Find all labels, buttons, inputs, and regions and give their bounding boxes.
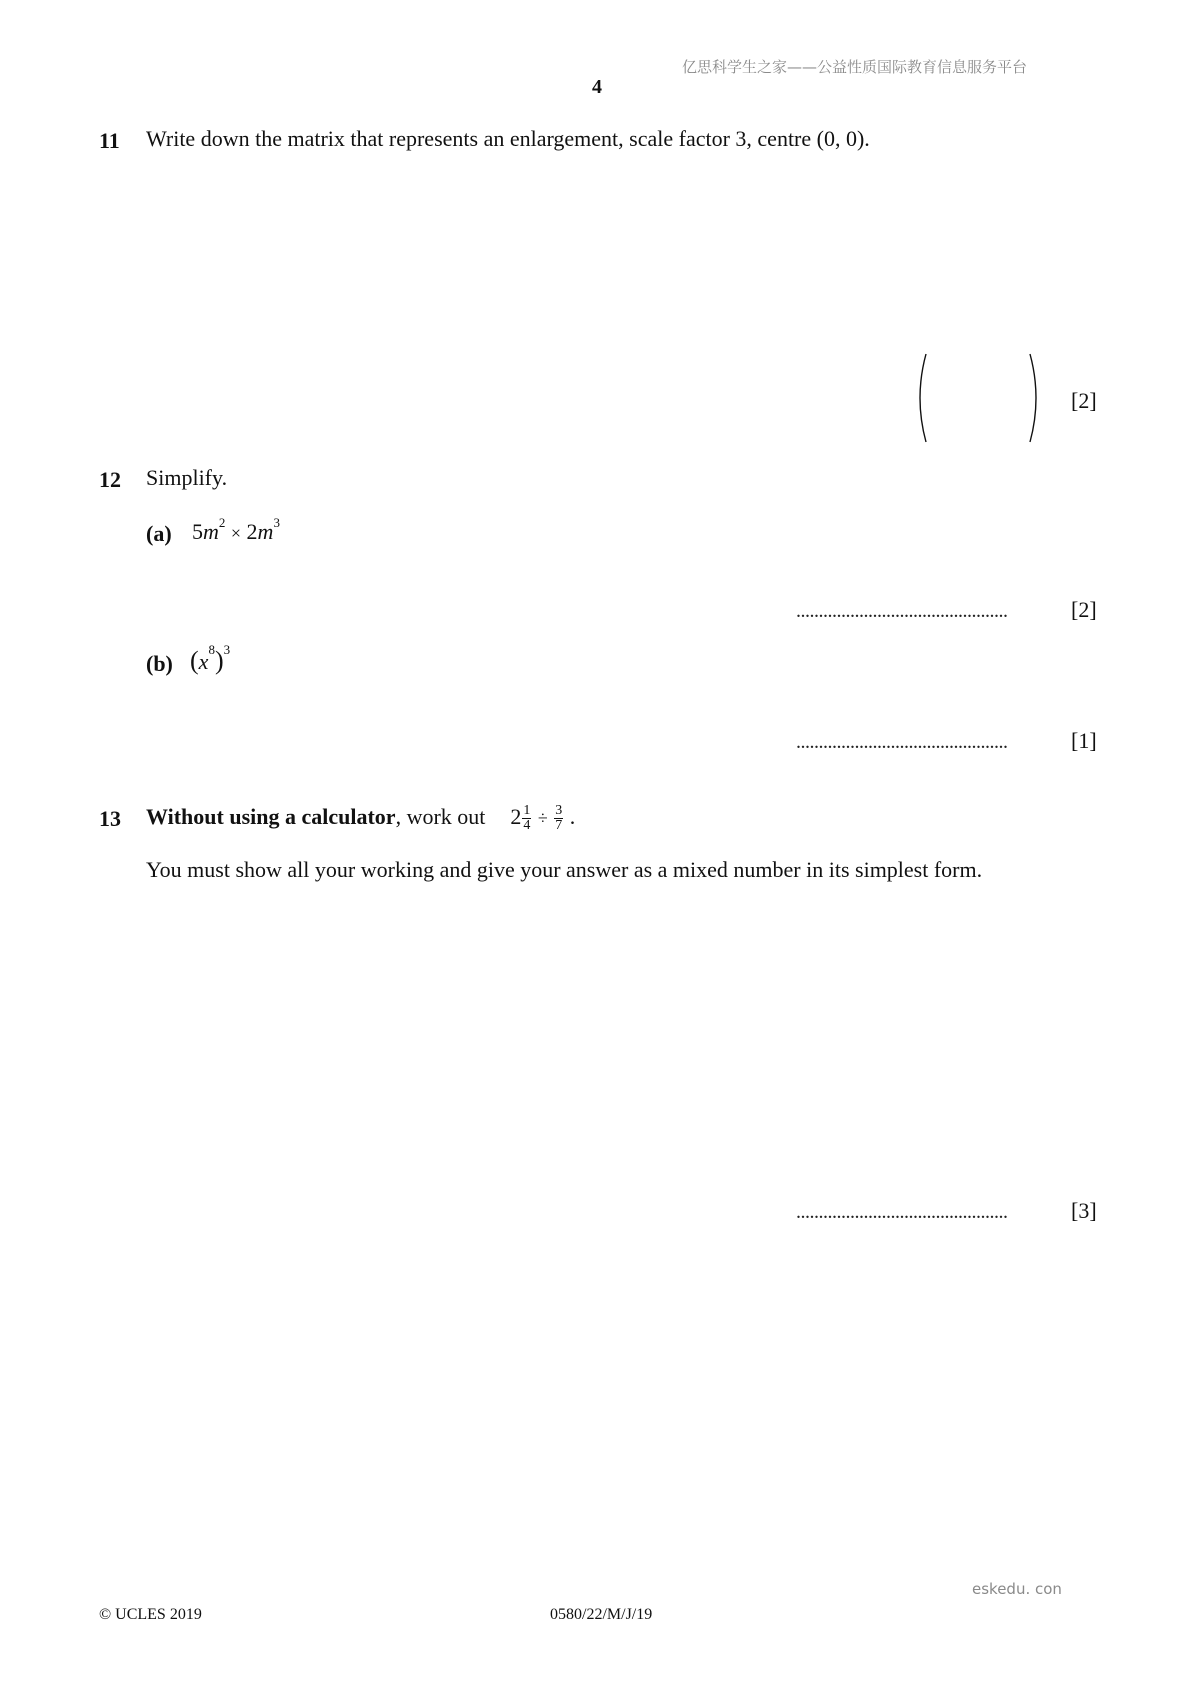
question-12b-marks: [1] [1071, 728, 1097, 753]
fraction-2-numerator: 3 [555, 803, 563, 819]
watermark-bottom: eskedu. con [972, 1580, 1062, 1598]
fraction-1 [522, 804, 531, 833]
question-11-marks: [2] [1071, 388, 1097, 413]
question-12a-expression [192, 515, 280, 544]
divide-operator: ÷ [537, 808, 548, 828]
left-bracket [920, 354, 926, 442]
question-11-number: 11 [99, 128, 120, 153]
paper-code: 0580/22/M/J/19 [550, 1606, 653, 1623]
question-13-instruction: You must show all your working and give your answer as a mixed number in its simplest form. [146, 857, 983, 882]
question-12a-marks: [2] [1071, 597, 1097, 622]
question-13-answer-line[interactable]: ............................................... [796, 1201, 1008, 1223]
question-12a-label: (a) [146, 521, 172, 546]
question-13-number: 13 [99, 806, 121, 831]
question-13-text [146, 800, 575, 835]
question-13-bold-text: Without using a calculator [146, 804, 396, 829]
fraction-2 [554, 804, 563, 833]
base-var: x [198, 649, 209, 674]
matrix-answer-brackets[interactable] [912, 352, 1044, 444]
question-13-text-after: , work out [395, 804, 486, 829]
question-12-text: Simplify. [146, 465, 228, 490]
page-number: 4 [592, 76, 602, 98]
inner-exp: 8 [208, 642, 215, 657]
coef-1: 5 [192, 519, 203, 544]
exp-2: 3 [273, 515, 280, 530]
coef-2: 2 [246, 519, 258, 544]
fraction-1-denominator: 4 [523, 818, 531, 834]
question-11-text: Write down the matrix that represents an enlargement, scale factor 3, centre (0, 0). [146, 126, 870, 151]
var-1: m [203, 519, 219, 544]
outer-exp: 3 [223, 642, 231, 657]
times-operator: × [230, 523, 242, 543]
question-12a-answer-line[interactable]: ............................................... [796, 600, 1008, 622]
end-period: . [569, 804, 576, 829]
question-12b-answer-line[interactable]: ............................................... [796, 731, 1008, 753]
question-13-marks: [3] [1071, 1198, 1097, 1223]
question-12-number: 12 [99, 467, 121, 492]
exp-1: 2 [218, 515, 226, 530]
fraction-2-denominator: 7 [555, 818, 563, 834]
var-2: m [257, 519, 274, 544]
close-paren: ) [214, 646, 224, 675]
question-12b-label: (b) [146, 651, 173, 676]
copyright: © UCLES 2019 [99, 1606, 202, 1623]
mixed-whole: 2 [510, 804, 522, 829]
fraction-1-numerator: 1 [523, 803, 531, 819]
question-12b-expression [190, 642, 231, 675]
right-bracket [1030, 354, 1036, 442]
open-paren: ( [190, 646, 199, 675]
watermark-top: 亿思科学生之家——公益性质国际教育信息服务平台 [682, 58, 1028, 76]
